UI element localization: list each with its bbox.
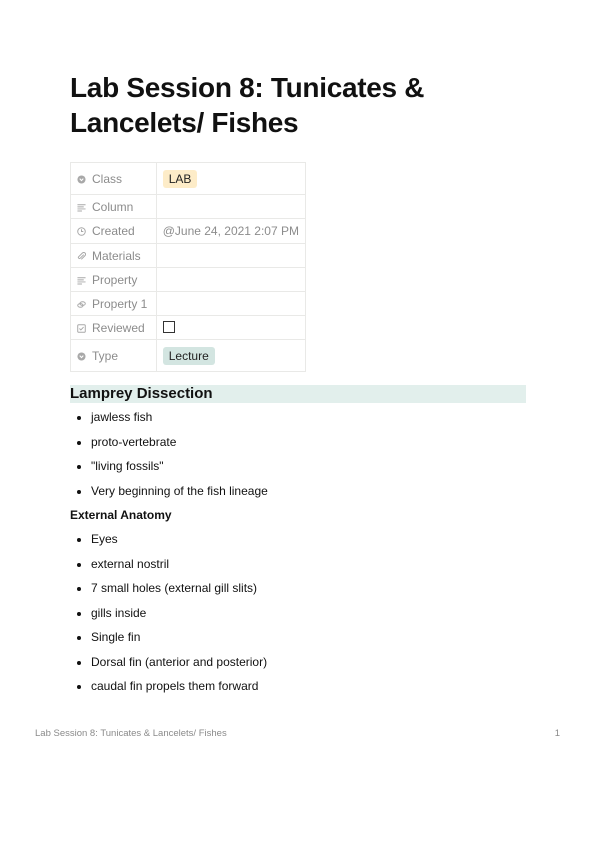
- list-item: [70, 532, 267, 557]
- list-item: [70, 630, 267, 655]
- list-item-text: external nostril: [91, 556, 170, 571]
- select-icon: [77, 352, 86, 361]
- clock-icon: [77, 227, 86, 236]
- property-key-reviewed: [71, 316, 157, 340]
- property-key-class: [71, 163, 157, 195]
- select-icon: [77, 175, 86, 184]
- list-item: [70, 606, 267, 631]
- text-icon: [77, 203, 86, 212]
- list-item-text: jawless fish: [91, 410, 153, 424]
- property-key-property: [71, 268, 157, 292]
- property-row-type: [71, 340, 306, 372]
- list-item-text: Very beginning of the fish lineage: [91, 483, 268, 498]
- property-value-created: @June 24, 2021 2:07 PM: [156, 219, 305, 244]
- property-label: Created: [92, 224, 135, 238]
- bullet-icon: [77, 612, 81, 616]
- list-item-text: proto-vertebrate: [91, 434, 177, 449]
- list-item-text: Dorsal fin (anterior and posterior): [91, 654, 268, 669]
- property-row-reviewed: [71, 316, 306, 340]
- list-item: [70, 557, 267, 582]
- subheading-external-anatomy: External Anatomy: [70, 508, 172, 522]
- property-value-materials[interactable]: [156, 244, 305, 268]
- bullet-icon: [77, 587, 81, 591]
- property-key-created: [71, 219, 157, 244]
- list-item: [70, 435, 268, 460]
- property-row-property: [71, 268, 306, 292]
- list-item-text: Eyes: [91, 532, 118, 546]
- list-item: [70, 679, 267, 704]
- property-label: Property 1: [92, 296, 148, 311]
- property-row-class: [71, 163, 306, 195]
- text-icon: [77, 276, 86, 285]
- property-row-created: [71, 219, 306, 244]
- bullet-icon: [77, 538, 81, 542]
- property-value-column[interactable]: [156, 195, 305, 219]
- class-tag: LAB: [163, 170, 198, 188]
- link-icon: [77, 300, 86, 309]
- page-title: Lab Session 8: Tunicates & Lancelets/ Fishes: [70, 72, 425, 138]
- bullet-icon: [77, 441, 81, 445]
- property-value-property[interactable]: [156, 268, 305, 292]
- property-label: Reviewed: [92, 320, 145, 335]
- type-tag: Lecture: [163, 347, 215, 365]
- property-value-type[interactable]: [156, 340, 305, 372]
- list-item-text: gills inside: [91, 605, 147, 620]
- property-label: Property: [92, 272, 138, 287]
- property-key-type: [71, 340, 157, 372]
- bullet-icon: [77, 490, 81, 494]
- bullet-icon: [77, 416, 81, 420]
- property-value-property-1[interactable]: [156, 292, 305, 316]
- bullet-icon: [77, 465, 81, 469]
- list-item-text: caudal fin propels them forward: [91, 679, 259, 693]
- property-label: Materials: [92, 248, 141, 263]
- list-item: [70, 410, 268, 435]
- bullet-icon: [77, 563, 81, 567]
- property-key-property-1: [71, 292, 157, 316]
- list-item-text: "living fossils": [91, 459, 164, 473]
- list-item-text: Single fin: [91, 630, 141, 644]
- list-item: [70, 581, 267, 606]
- property-row-materials: [71, 244, 306, 268]
- bullet-icon: [77, 661, 81, 665]
- list-item-text: 7 small holes (external gill slits): [91, 581, 258, 595]
- property-value-class[interactable]: [156, 163, 305, 195]
- list-item: [70, 655, 267, 680]
- property-label: Type: [92, 348, 119, 363]
- property-row-column: [71, 195, 306, 219]
- list-item: [70, 459, 268, 484]
- section-heading-lamprey-dissection: Lamprey Dissection: [70, 385, 526, 403]
- property-row-property-1: [71, 292, 306, 316]
- property-label: Column: [92, 199, 134, 214]
- list-item: [70, 484, 268, 509]
- checkbox-icon: [77, 324, 86, 333]
- bullet-icon: [77, 685, 81, 689]
- properties-table: [70, 162, 306, 372]
- page-number: 1: [554, 728, 560, 739]
- paperclip-icon: [77, 252, 86, 261]
- bullet-icon: [77, 636, 81, 640]
- reviewed-checkbox[interactable]: [163, 321, 175, 333]
- property-key-materials: [71, 244, 157, 268]
- bullet-list-lamprey: [70, 410, 268, 508]
- property-key-column: [71, 195, 157, 219]
- property-label: Class: [92, 171, 123, 186]
- footer-title: Lab Session 8: Tunicates & Lancelets/ Fishes: [35, 728, 227, 739]
- property-value-reviewed: [156, 316, 305, 340]
- bullet-list-external-anatomy: [70, 532, 267, 704]
